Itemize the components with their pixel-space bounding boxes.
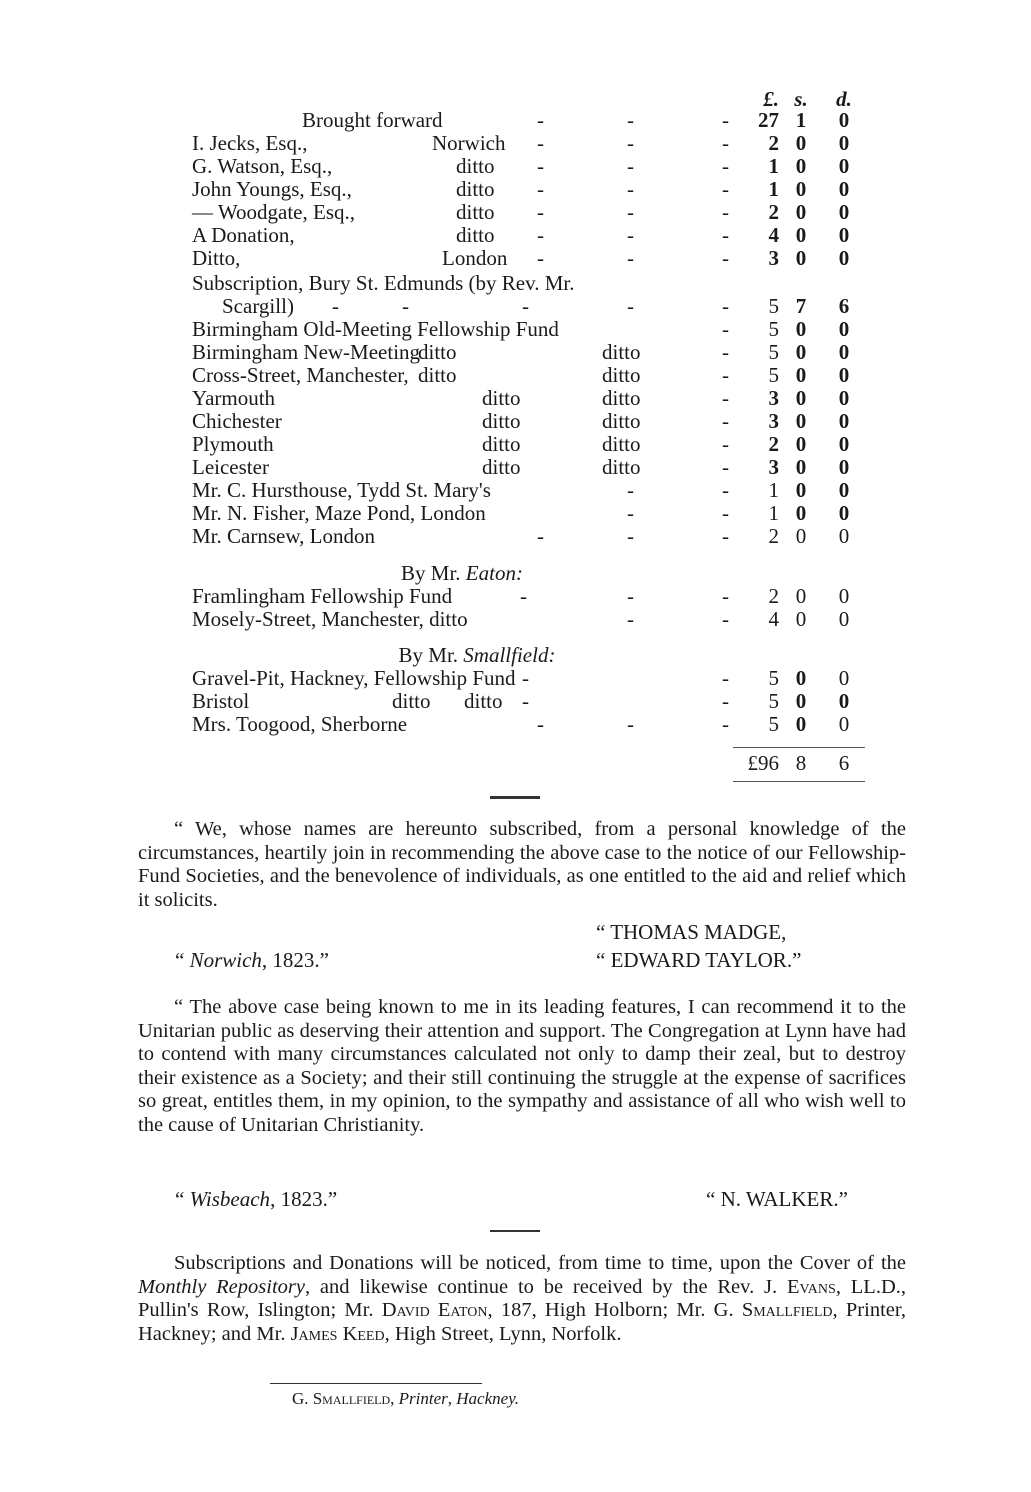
leader: - bbox=[722, 340, 729, 364]
shillings-value: 0 bbox=[795, 712, 807, 736]
total-pence: 6 bbox=[838, 751, 850, 775]
journal-title: Monthly Repository bbox=[138, 1275, 305, 1298]
shillings-value: 0 bbox=[795, 478, 807, 502]
ledger-row bbox=[192, 433, 872, 456]
ledger-row bbox=[192, 690, 872, 713]
donor-name: Leicester bbox=[192, 455, 269, 479]
total-shillings: 8 bbox=[795, 751, 807, 775]
pence-value: 0 bbox=[838, 524, 850, 548]
donor-name: Birmingham Old-Meeting Fellowship Fund bbox=[192, 317, 559, 341]
testimonial-paragraph-2 bbox=[138, 996, 906, 1138]
leader: - bbox=[520, 584, 527, 608]
shillings-value: 0 bbox=[795, 177, 807, 201]
pence-value: 0 bbox=[838, 666, 850, 690]
pounds-value: 2 bbox=[768, 584, 779, 608]
donor-place: ditto bbox=[456, 223, 495, 247]
pence-value: 0 bbox=[838, 154, 850, 178]
ledger-row bbox=[192, 178, 872, 201]
ledger-row bbox=[192, 502, 872, 525]
ditto-col2: ditto bbox=[482, 409, 521, 433]
leader: - bbox=[722, 432, 729, 456]
ditto-col2: ditto bbox=[482, 455, 521, 479]
ledger-row bbox=[192, 667, 872, 690]
shillings-header: s. bbox=[794, 87, 808, 111]
donor-name: Mosely-Street, Manchester, ditto bbox=[192, 607, 468, 631]
shillings-value: 0 bbox=[795, 386, 807, 410]
pence-value: 0 bbox=[838, 177, 850, 201]
donor-name: Subscription, Bury St. Edmunds (by Rev. Mr. bbox=[192, 271, 575, 295]
notice-segment: , Printer, Hackney; and Mr. bbox=[138, 1299, 906, 1345]
ditto-col3: ditto bbox=[602, 432, 641, 456]
testimonial-place-date bbox=[175, 1187, 337, 1212]
date-text: , 1823.” bbox=[261, 948, 329, 972]
donor-place: ditto bbox=[456, 154, 495, 178]
pence-value: 0 bbox=[838, 607, 850, 631]
donor-name: Ditto, bbox=[192, 246, 241, 270]
donor-name: — Woodgate, Esq., bbox=[192, 200, 355, 224]
donor-place: ditto bbox=[456, 200, 495, 224]
signer-edward-taylor: “ EDWARD TAYLOR.” bbox=[596, 948, 802, 972]
notice-text bbox=[138, 1252, 906, 1346]
shillings-value: 0 bbox=[795, 200, 807, 224]
pounds-value: 1 bbox=[768, 478, 779, 502]
shillings-value: 1 bbox=[795, 108, 807, 132]
donor-name: Chichester bbox=[192, 409, 282, 433]
signer-n-walker: “ N. WALKER.” bbox=[706, 1187, 848, 1211]
leader: - bbox=[537, 524, 544, 548]
pence-value: 0 bbox=[838, 432, 850, 456]
pence-value: 0 bbox=[838, 584, 850, 608]
leader: - bbox=[332, 294, 339, 318]
ledger-row bbox=[192, 224, 872, 247]
quote-open: “ bbox=[175, 1187, 190, 1211]
ledger-row bbox=[192, 132, 872, 155]
ditto-col2: ditto bbox=[418, 340, 457, 364]
donor-place: ditto bbox=[456, 177, 495, 201]
pounds-value: 27 bbox=[758, 108, 779, 132]
leader: - bbox=[722, 689, 729, 713]
ditto-col2: ditto bbox=[482, 432, 521, 456]
leader: - bbox=[722, 478, 729, 502]
shillings-value: 0 bbox=[795, 363, 807, 387]
leader: - bbox=[627, 246, 634, 270]
notice-segment: , 187, High Holborn; Mr. bbox=[487, 1299, 714, 1322]
testimonial-paragraph-1 bbox=[138, 818, 906, 912]
ledger-row bbox=[192, 585, 872, 608]
total-row bbox=[192, 752, 872, 775]
smallfield-section-heading bbox=[137, 644, 817, 667]
person-name: David Eaton bbox=[381, 1299, 488, 1322]
pounds-value: 1 bbox=[768, 501, 779, 525]
printer-place: Hackney. bbox=[456, 1389, 520, 1408]
eaton-section-heading bbox=[122, 562, 802, 585]
pounds-header: £. bbox=[763, 87, 779, 111]
total-pounds: £96 bbox=[747, 751, 779, 775]
signer-thomas-madge: “ THOMAS MADGE, bbox=[596, 920, 787, 944]
leader: - bbox=[722, 409, 729, 433]
brought-forward-label: Brought forward bbox=[302, 108, 443, 132]
testimonial-place-date bbox=[175, 948, 329, 973]
leader: - bbox=[722, 294, 729, 318]
pence-value: 0 bbox=[838, 223, 850, 247]
donor-name: John Youngs, Esq., bbox=[192, 177, 352, 201]
pence-value: 0 bbox=[838, 363, 850, 387]
pounds-value: 5 bbox=[768, 363, 779, 387]
ditto-col3: ditto bbox=[464, 689, 503, 713]
shillings-value: 7 bbox=[795, 294, 807, 318]
notice-segment: , LL.D., Pullin's Row, Islington; Mr. bbox=[138, 1275, 906, 1322]
donor-place: London bbox=[442, 246, 508, 270]
pence-value: 0 bbox=[838, 246, 850, 270]
place-name: Wisbeach bbox=[189, 1187, 271, 1211]
leader: - bbox=[627, 177, 634, 201]
pence-value: 0 bbox=[838, 409, 850, 433]
leader: - bbox=[522, 666, 529, 690]
shillings-value: 0 bbox=[795, 340, 807, 364]
brought-forward-row bbox=[192, 109, 872, 132]
pounds-value: 2 bbox=[768, 524, 779, 548]
pounds-value: 2 bbox=[768, 200, 779, 224]
heading-prefix: By Mr. bbox=[401, 561, 466, 585]
ditto-col3: ditto bbox=[602, 455, 641, 479]
leader: - bbox=[627, 478, 634, 502]
pence-value: 0 bbox=[838, 478, 850, 502]
shillings-value: 0 bbox=[795, 666, 807, 690]
printer-role: Printer bbox=[398, 1389, 448, 1408]
leader: - bbox=[627, 154, 634, 178]
ditto-col3: ditto bbox=[602, 363, 641, 387]
leader: - bbox=[722, 455, 729, 479]
leader: - bbox=[537, 246, 544, 270]
person-name: G. Smallfield bbox=[713, 1299, 833, 1322]
pence-value: 0 bbox=[838, 131, 850, 155]
leader: - bbox=[722, 666, 729, 690]
shillings-value: 0 bbox=[795, 317, 807, 341]
notice-segment: , and likewise continue to be received by the Rev. bbox=[304, 1275, 765, 1298]
place-name: Norwich bbox=[189, 948, 262, 972]
donor-name: Mr. N. Fisher, Maze Pond, London bbox=[192, 501, 486, 525]
leader: - bbox=[627, 501, 634, 525]
leader: - bbox=[522, 294, 529, 318]
shillings-value: 0 bbox=[795, 607, 807, 631]
notice-segment: , High Street, Lynn, Norfolk. bbox=[384, 1322, 622, 1345]
ledger-row bbox=[192, 479, 872, 502]
pounds-value: 4 bbox=[768, 607, 779, 631]
leader: - bbox=[722, 501, 729, 525]
pounds-value: 5 bbox=[768, 340, 779, 364]
subscription-notice bbox=[138, 1252, 906, 1346]
pence-value: 0 bbox=[838, 501, 850, 525]
testimonial-text: “ The above case being known to me in its leading features, I can recommend it to the Unitarian public as deserving their attention and support. The Congregation at Lynn have had to contend with many circumstances calculated not only to damp their zeal, but to destroy their existence as a Society; and their still continuing the struggle at the expense of sacrifices so great, entitles them, in my opinion, to the sympathy and assistance of all who wish well to the cause of Unitarian Christianity. bbox=[138, 996, 906, 1136]
heading-prefix: By Mr. bbox=[398, 643, 464, 667]
shillings-value: 0 bbox=[795, 455, 807, 479]
donor-name: Bristol bbox=[192, 689, 250, 713]
shillings-value: 0 bbox=[795, 584, 807, 608]
ledger-row bbox=[192, 201, 872, 224]
printer-imprint bbox=[0, 1389, 921, 1409]
shillings-value: 0 bbox=[795, 154, 807, 178]
ledger-row bbox=[192, 318, 872, 341]
leader: - bbox=[627, 200, 634, 224]
pence-value: 0 bbox=[838, 689, 850, 713]
leader: - bbox=[627, 524, 634, 548]
ditto-col2: ditto bbox=[392, 689, 431, 713]
footer-rule bbox=[270, 1383, 482, 1384]
shillings-value: 0 bbox=[795, 432, 807, 456]
separator: , bbox=[390, 1389, 399, 1408]
leader: - bbox=[537, 223, 544, 247]
ledger-row bbox=[192, 247, 872, 270]
ledger-row bbox=[192, 155, 872, 178]
donor-name: Birmingham New-Meeting bbox=[192, 340, 421, 364]
leader: - bbox=[722, 246, 729, 270]
pence-value: 0 bbox=[838, 712, 850, 736]
donor-name: Cross-Street, Manchester, bbox=[192, 363, 409, 387]
donor-name: Plymouth bbox=[192, 432, 274, 456]
pence-value: 0 bbox=[838, 317, 850, 341]
bury-subscription-row-line1 bbox=[192, 272, 872, 295]
quote-open: “ bbox=[175, 948, 190, 972]
ledger-row bbox=[192, 525, 872, 548]
leader: - bbox=[722, 154, 729, 178]
donor-name: A Donation, bbox=[192, 223, 295, 247]
leader: - bbox=[722, 223, 729, 247]
leader: - bbox=[627, 108, 634, 132]
pounds-value: 5 bbox=[768, 294, 779, 318]
shillings-value: 0 bbox=[795, 689, 807, 713]
ledger-row bbox=[192, 608, 872, 631]
shillings-value: 0 bbox=[795, 131, 807, 155]
leader: - bbox=[722, 200, 729, 224]
pounds-value: 3 bbox=[768, 246, 779, 270]
pounds-value: 3 bbox=[768, 386, 779, 410]
ditto-col2: ditto bbox=[418, 363, 457, 387]
leader: - bbox=[402, 294, 409, 318]
total-rule-top bbox=[733, 747, 865, 748]
leader: - bbox=[627, 607, 634, 631]
pounds-value: 2 bbox=[768, 432, 779, 456]
pounds-value: 5 bbox=[768, 712, 779, 736]
date-text: , 1823.” bbox=[270, 1187, 338, 1211]
person-name: James Keed bbox=[290, 1322, 385, 1345]
pence-value: 0 bbox=[838, 386, 850, 410]
leader: - bbox=[537, 712, 544, 736]
shillings-value: 0 bbox=[795, 409, 807, 433]
leader: - bbox=[722, 131, 729, 155]
pounds-value: 1 bbox=[768, 177, 779, 201]
donor-name: G. Watson, Esq., bbox=[192, 154, 333, 178]
leader: - bbox=[537, 200, 544, 224]
total-rule-bottom bbox=[733, 781, 865, 782]
donor-name-continued: Scargill) bbox=[222, 294, 294, 318]
pence-value: 0 bbox=[838, 200, 850, 224]
ledger-row bbox=[192, 713, 872, 736]
leader: - bbox=[627, 294, 634, 318]
leader: - bbox=[722, 317, 729, 341]
testimonial-text: “ We, whose names are hereunto subscribed, from a personal knowledge of the circumstances, heartily join in recommending the above case to the notice of our Fellowship-Fund Societies, and the benevolence of individuals, as one entitled to the aid and relief which it solicits. bbox=[138, 818, 906, 911]
pence-value: 0 bbox=[838, 455, 850, 479]
pence-value: 0 bbox=[838, 340, 850, 364]
section-divider bbox=[490, 1230, 540, 1232]
pounds-value: 5 bbox=[768, 666, 779, 690]
ditto-col2: ditto bbox=[482, 386, 521, 410]
leader: - bbox=[722, 363, 729, 387]
leader: - bbox=[722, 712, 729, 736]
pounds-value: 4 bbox=[768, 223, 779, 247]
leader: - bbox=[627, 223, 634, 247]
pounds-value: 5 bbox=[768, 689, 779, 713]
leader: - bbox=[627, 584, 634, 608]
separator: , bbox=[447, 1389, 457, 1408]
shillings-value: 0 bbox=[795, 501, 807, 525]
ditto-col3: ditto bbox=[602, 386, 641, 410]
donor-name: Mrs. Toogood, Sherborne bbox=[192, 712, 408, 736]
leader: - bbox=[722, 108, 729, 132]
leader: - bbox=[722, 607, 729, 631]
donor-name: Yarmouth bbox=[192, 386, 276, 410]
person-name: J. Evans bbox=[764, 1275, 836, 1298]
pounds-value: 2 bbox=[768, 131, 779, 155]
leader: - bbox=[537, 177, 544, 201]
pence-value: 6 bbox=[838, 294, 850, 318]
ditto-col3: ditto bbox=[602, 340, 641, 364]
donor-place: Norwich bbox=[432, 131, 506, 155]
leader: - bbox=[522, 689, 529, 713]
heading-name: Eaton: bbox=[465, 561, 523, 585]
pounds-value: 3 bbox=[768, 455, 779, 479]
ledger-row bbox=[192, 456, 872, 479]
bury-subscription-row-line2 bbox=[192, 295, 872, 318]
donor-name: I. Jecks, Esq., bbox=[192, 131, 308, 155]
leader: - bbox=[537, 154, 544, 178]
ledger-row bbox=[192, 387, 872, 410]
pence-value: 0 bbox=[838, 108, 850, 132]
pounds-value: 1 bbox=[768, 154, 779, 178]
ledger-row bbox=[192, 341, 872, 364]
leader: - bbox=[537, 108, 544, 132]
ledger-row bbox=[192, 410, 872, 433]
printer-name: G. Smallfield bbox=[291, 1389, 391, 1408]
pounds-value: 5 bbox=[768, 317, 779, 341]
leader: - bbox=[722, 524, 729, 548]
pence-header: d. bbox=[836, 87, 852, 111]
donor-name: Mr. C. Hursthouse, Tydd St. Mary's bbox=[192, 478, 491, 502]
notice-segment: Subscriptions and Donations will be noticed, from time to time, upon the Cover of the bbox=[174, 1252, 906, 1274]
ledger-row bbox=[192, 364, 872, 387]
donor-name: Gravel-Pit, Hackney, Fellowship Fund bbox=[192, 666, 516, 690]
leader: - bbox=[627, 712, 634, 736]
leader: - bbox=[722, 386, 729, 410]
heading-name: Smallfield: bbox=[463, 643, 556, 667]
leader: - bbox=[722, 584, 729, 608]
ditto-col3: ditto bbox=[602, 409, 641, 433]
section-divider bbox=[490, 796, 540, 799]
pounds-value: 3 bbox=[768, 409, 779, 433]
shillings-value: 0 bbox=[795, 524, 807, 548]
leader: - bbox=[627, 131, 634, 155]
shillings-value: 0 bbox=[795, 223, 807, 247]
donor-name: Mr. Carnsew, London bbox=[192, 524, 375, 548]
donor-name: Framlingham Fellowship Fund bbox=[192, 584, 453, 608]
shillings-value: 0 bbox=[795, 246, 807, 270]
leader: - bbox=[537, 131, 544, 155]
leader: - bbox=[722, 177, 729, 201]
